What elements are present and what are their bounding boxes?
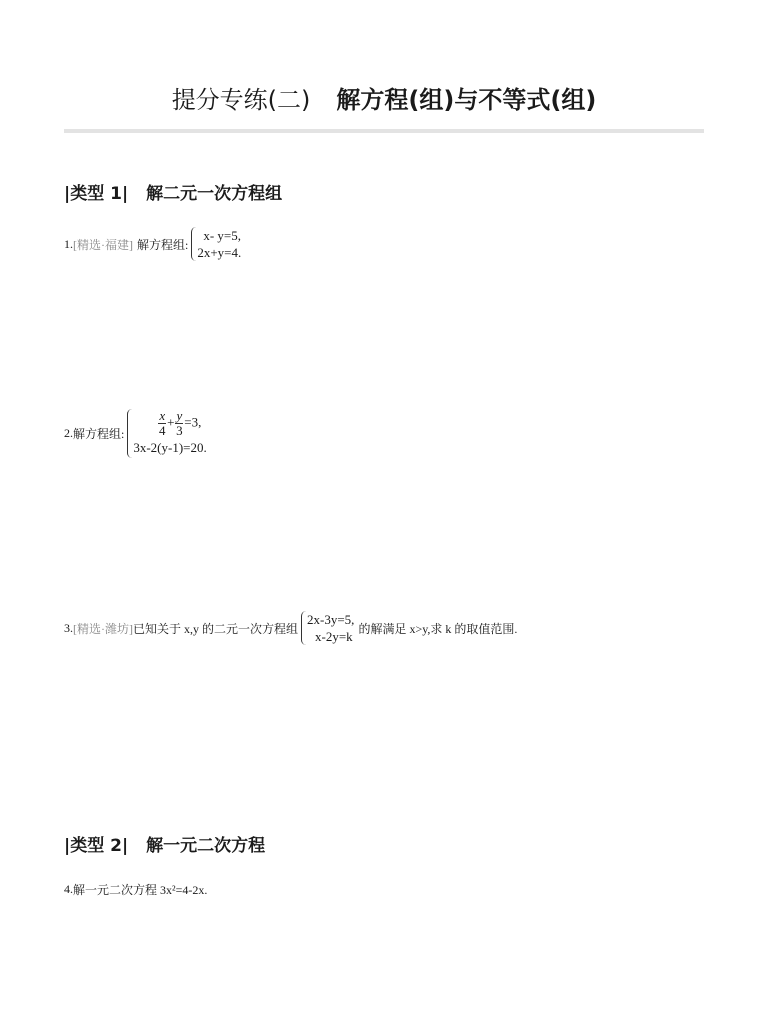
section-name: 解二元一次方程组 [146, 184, 283, 204]
question-source: [精选·潍坊] [73, 621, 133, 636]
plus-sign: + [167, 414, 175, 430]
equation-system [127, 409, 206, 458]
equation-tail: =3, [184, 414, 202, 430]
fraction-x-over-4: $\frac{x}{4}$ [158, 408, 166, 438]
equation-line-1 [133, 409, 206, 438]
title-divider [64, 129, 704, 133]
page-title [0, 80, 768, 115]
section-heading-type-2 [64, 831, 265, 856]
question-text: 已知关于 x,y 的二元一次方程组 [133, 621, 299, 636]
question-text: 解一元二次方程 3x²=4-2x. [73, 883, 208, 897]
equation-system [191, 227, 241, 261]
title-series: 提分专练(二) [171, 86, 311, 114]
title-topic: 解方程(组)与不等式(组) [336, 86, 597, 114]
section-tag: |类型 1| [64, 184, 129, 204]
equation-line-2: 3x-2(y-1)=20. [133, 440, 207, 455]
section-name: 解一元二次方程 [146, 836, 266, 856]
question-4 [64, 881, 207, 898]
question-3 [64, 611, 517, 645]
question-number: 2. [64, 426, 73, 440]
question-number: 1. [64, 236, 73, 251]
equation-line-2: 2x+y=4. [197, 245, 242, 260]
question-source: [精选·福建] [73, 237, 133, 252]
equation-line-2: x-2y=k [315, 629, 353, 644]
equation-system [301, 611, 354, 645]
question-number: 3. [64, 620, 73, 635]
question-text: 解方程组: [137, 237, 189, 252]
section-tag: |类型 2| [64, 836, 129, 856]
question-number: 4. [64, 882, 73, 896]
equation-line-1: 2x-3y=5, [307, 612, 355, 627]
question-2 [64, 409, 207, 458]
question-text: 解方程组: [73, 427, 125, 441]
question-text-after: 的解满足 x>y,求 k 的取值范围. [358, 621, 518, 636]
section-heading-type-1 [64, 179, 282, 204]
fraction-y-over-3: $\frac{y}{3}$ [176, 408, 183, 438]
question-1 [64, 227, 241, 261]
equation-line-1: x- y=5, [203, 228, 242, 243]
